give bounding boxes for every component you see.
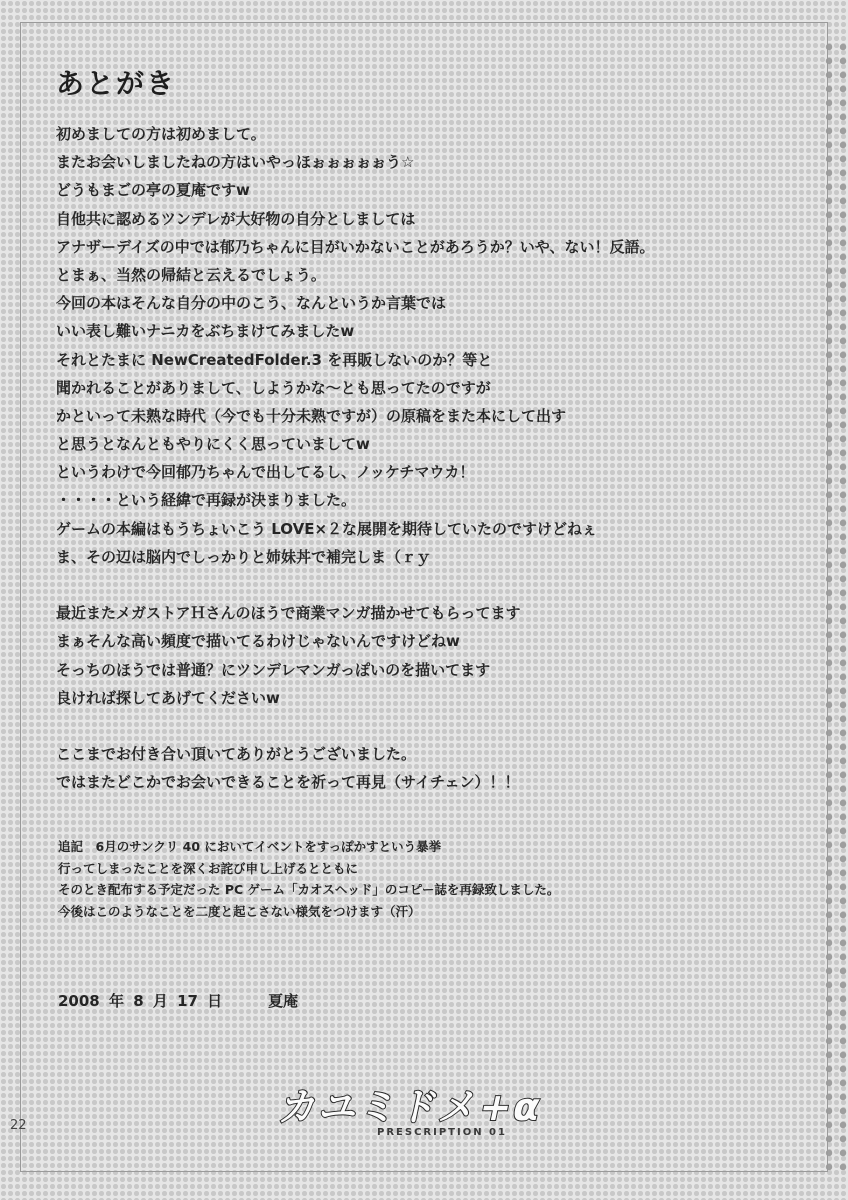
logo-subtitle: PRESCRIPTION 01 xyxy=(377,1127,507,1138)
text-line: というわけで今回郁乃ちゃんで出してるし、ノッケチマウカ！ xyxy=(56,463,475,482)
text-line: とまぁ、当然の帰結と云えるでしょう。 xyxy=(56,265,326,284)
text-line: いい表し難いナニカをぶちまけてみましたw xyxy=(56,322,355,341)
postscript xyxy=(58,836,798,922)
text-line: 聞かれることがありまして、しようかな～とも思ってたのですが xyxy=(56,378,491,397)
text-line: ま、その辺は脳内でしっかりと姉妹丼で補完しま（ｒｙ xyxy=(56,547,432,566)
afterword-body xyxy=(56,120,796,797)
text-line: 初めましての方は初めまして。 xyxy=(56,125,266,143)
text-line: アナザーデイズの中では郁乃ちゃんに目がいかないことがあろうか？いや、ない！反語。 xyxy=(56,237,655,256)
text-line: またお会いしましたねの方はいやっほぉぉぉぉぉう☆ xyxy=(56,153,415,172)
text-line: 自他共に認めるツンデレが大好物の自分としましては xyxy=(56,209,416,228)
paragraph-gap xyxy=(56,571,796,599)
text-line: どうもまごの亭の夏庵ですw xyxy=(56,181,250,200)
text-line: 追記 6月のサンクリ 40 においてイベントをすっぽかすという暴挙 xyxy=(58,839,442,854)
text-line: そのとき配布する予定だった PC ゲーム「カオスヘッド」のコピー誌を再録致しました。 xyxy=(58,882,560,897)
text-line: 今回の本はそんな自分の中のこう、なんというか言葉では xyxy=(56,294,447,313)
text-line: かといって未熟な時代（今でも十分未熟ですが）の原稿をまた本にして出す xyxy=(56,406,567,425)
page-number: 22 xyxy=(10,1118,27,1133)
signature-line xyxy=(58,990,298,1011)
logo-title: カユミドメ+α xyxy=(275,1085,547,1129)
text-line: ・・・・という経緯で再録が決まりました。 xyxy=(56,491,357,510)
text-line: ゲームの本編はもうちょいこう LOVE×２な展開を期待していたのですけどねぇ xyxy=(56,519,598,538)
text-line: 今後はこのようなことを二度と起こさない様気をつけます（汗） xyxy=(58,903,421,919)
text-line: ここまでお付き合い頂いてありがとうございました。 xyxy=(56,745,417,764)
author-name: 夏庵 xyxy=(268,992,299,1010)
text-line: 行ってしまったことを深くお詫び申し上げるとともに xyxy=(58,860,359,876)
text-line: 良ければ探してあげてくださいw xyxy=(56,688,280,707)
text-line: 最近またメガストアＨさんのほうで商業マンガ描かせてもらってます xyxy=(56,604,521,623)
paragraph-gap xyxy=(56,712,796,740)
book-logo xyxy=(262,1076,562,1138)
text-line: そっちのほうでは普通？にツンデレマンガっぽいのを描いてます xyxy=(56,660,491,679)
text-line: と思うとなんともやりにくく思っていましてw xyxy=(56,435,370,454)
date: 2008 年 8 月 17 日 xyxy=(58,992,223,1010)
page-title: あとがき xyxy=(56,67,177,100)
text-line: それとたまに NewCreatedFolder.3 を再販しないのか？等と xyxy=(56,350,493,369)
text-line: まぁそんな高い頻度で描いてるわけじゃないんですけどねw xyxy=(56,632,460,651)
text-line: ではまたどこかでお会いできることを祈って再見（サイチェン）！！ xyxy=(56,773,520,792)
